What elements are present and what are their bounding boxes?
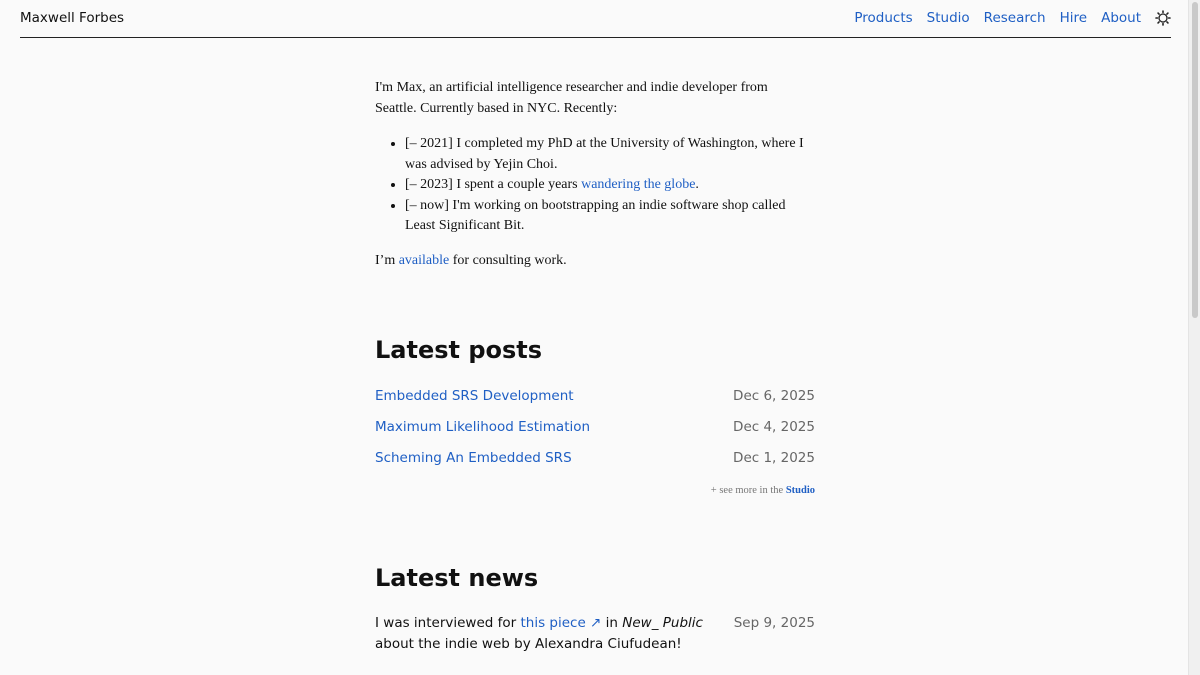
latest-news-heading: Latest news: [375, 564, 539, 592]
list-item: [405, 175, 815, 196]
post-date: Dec 4, 2025: [733, 419, 815, 435]
news-item: [375, 613, 815, 654]
news-date: Sep 9, 2025: [733, 615, 815, 631]
nav-products[interactable]: Products: [854, 10, 913, 26]
post-link[interactable]: Scheming An Embedded SRS: [375, 450, 572, 466]
list-item-text: .: [695, 177, 699, 192]
news-publication: New_ Public: [622, 615, 703, 631]
news-text-part: about the indie web by Alexandra Ciufudean!: [375, 635, 682, 652]
see-more-text: + see more in the: [710, 485, 786, 496]
nav-studio[interactable]: Studio: [926, 10, 970, 26]
nav-about[interactable]: About: [1101, 10, 1141, 26]
list-item-text: [– now] I'm working on bootstrapping an indie software shop called Least Significant Bit.: [405, 197, 786, 233]
list-item-text: [– 2023] I spent a couple years: [405, 177, 582, 192]
list-item: [405, 196, 815, 237]
post-row: [375, 450, 815, 470]
post-date: Dec 1, 2025: [733, 450, 815, 466]
consult-text: I’m: [375, 253, 399, 268]
list-item: [405, 134, 815, 175]
main-nav: [840, 10, 1171, 26]
consulting-paragraph: [375, 251, 567, 272]
news-text: [375, 613, 730, 654]
see-more-note: [711, 485, 815, 496]
news-text-part: in: [601, 615, 623, 631]
intro-paragraph: I'm Max, an artificial intelligence researcher and indie developer from Seattle. Currently based in NYC. Recently:: [375, 80, 768, 116]
news-text-part: I was interviewed for: [375, 615, 521, 631]
list-item-text: [– 2021] I completed my PhD at the University of Washington, where I was advised by Yejin Choi.: [405, 136, 804, 172]
wandering-globe-link[interactable]: wandering the globe: [581, 177, 696, 192]
latest-posts-heading: Latest posts: [375, 336, 543, 364]
page-scrollbar[interactable]: [1188, 0, 1200, 675]
available-link[interactable]: available: [398, 253, 450, 268]
recent-list: [375, 134, 815, 237]
theme-toggle-icon[interactable]: [1155, 10, 1171, 26]
site-header: [20, 0, 1171, 38]
nav-hire[interactable]: Hire: [1059, 10, 1088, 26]
scrollbar-thumb[interactable]: [1192, 2, 1198, 318]
post-date: Dec 6, 2025: [733, 388, 815, 404]
post-row: [375, 388, 815, 408]
post-link[interactable]: Maximum Likelihood Estimation: [375, 419, 591, 435]
site-title-link[interactable]: Maxwell Forbes: [20, 10, 125, 26]
see-more-studio-link[interactable]: Studio: [785, 485, 815, 496]
nav-research[interactable]: Research: [983, 10, 1046, 26]
news-piece-link[interactable]: this piece ↗: [520, 615, 602, 631]
post-link[interactable]: Embedded SRS Development: [375, 388, 574, 404]
consult-text: for consulting work.: [449, 253, 567, 268]
post-row: [375, 419, 815, 439]
